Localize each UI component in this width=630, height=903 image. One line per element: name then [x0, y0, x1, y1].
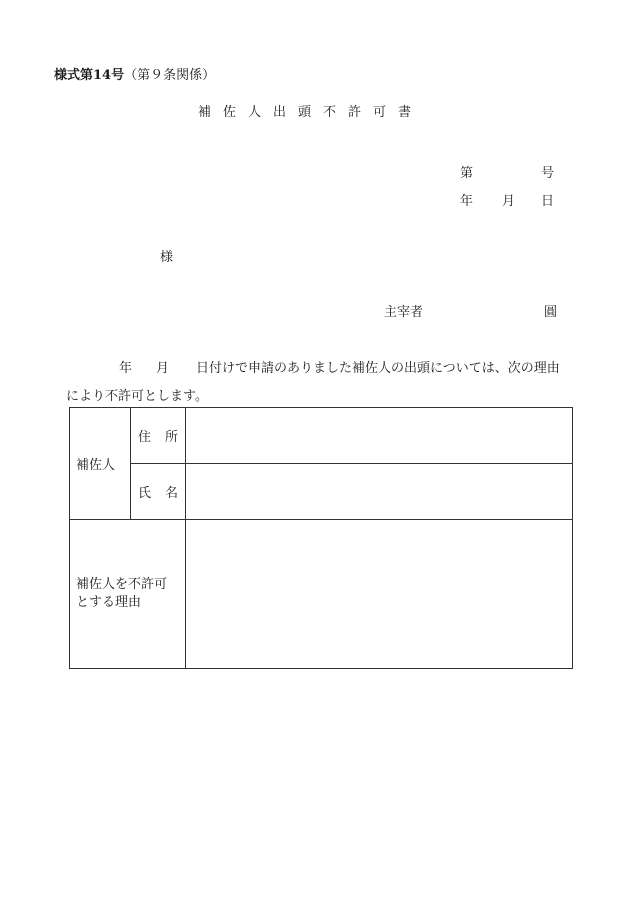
assistant-info-table [69, 407, 573, 669]
name-field[interactable] [186, 464, 573, 520]
addressee-honorific: 様 [160, 250, 174, 265]
document-title: 補佐人出頭不許可書 [198, 105, 424, 120]
body-text-line2: により不許可とします。 [66, 389, 208, 404]
form-number-code: 様式第14号 [54, 68, 125, 83]
name-label-cell [131, 464, 192, 520]
body-month-label: 月 [156, 361, 170, 376]
assistant-group-label: 補佐人 [70, 408, 131, 520]
reason-label-line2: とする理由 [76, 595, 142, 611]
seal-mark: 圓 [544, 305, 558, 320]
reason-label-cell [70, 520, 186, 669]
date-day-label: 日 [541, 194, 555, 209]
issuer-label: 主宰者 [384, 305, 424, 320]
form-number [54, 64, 215, 83]
address-label: 住所 [137, 430, 192, 446]
body-year-label: 年 [119, 361, 133, 376]
document-number-suffix: 号 [541, 166, 555, 181]
name-label: 氏名 [137, 486, 192, 502]
date-month-label: 月 [502, 194, 516, 209]
address-field[interactable] [186, 408, 573, 464]
reason-label-line1: 補佐人を不許可 [76, 577, 168, 593]
document-number-prefix: 第 [460, 166, 474, 181]
address-label-cell [131, 408, 192, 464]
reason-field[interactable] [186, 520, 573, 669]
body-line1-text: 日付けで申請のありました補佐人の出頭については、次の理由 [196, 361, 560, 376]
body-text-line1 [119, 357, 560, 376]
date-year-label: 年 [460, 194, 474, 209]
form-number-article: （第９条関係） [124, 68, 216, 83]
